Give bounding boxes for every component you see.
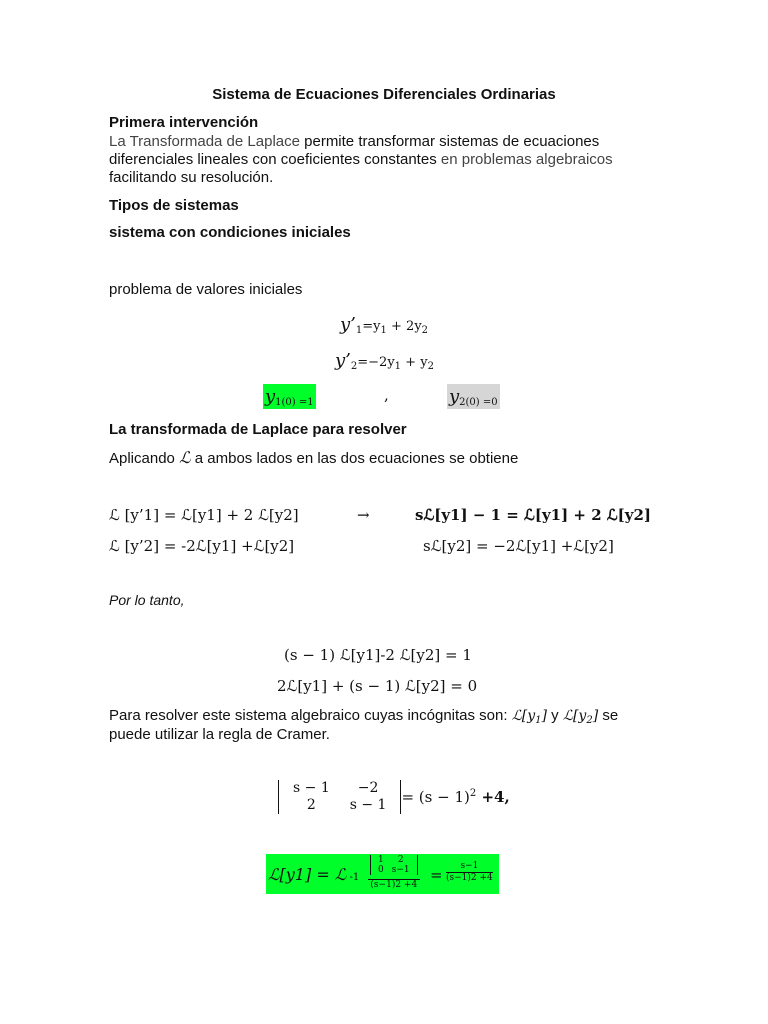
- initial-condition-y2: [447, 384, 500, 409]
- document-title: Sistema de Ecuaciones Diferenciales Ordinarias: [212, 86, 556, 103]
- ic-sub: 2(0) =0: [459, 397, 498, 408]
- frac2-den: (s−1)2 +4: [446, 873, 493, 883]
- eq-lhs: y’: [335, 350, 351, 371]
- equation-y2: $y’_2=-2y_1 + y_2$: [335, 350, 434, 372]
- det-a22: s − 1: [349, 797, 387, 813]
- subheading-condiciones: sistema con condiciones iniciales: [109, 224, 351, 241]
- m22: s−1: [391, 865, 410, 875]
- m21: 0: [378, 865, 384, 875]
- sol-equals: =: [430, 866, 443, 884]
- mini-determinant: [370, 855, 418, 875]
- eq-rhs: =−2y: [357, 355, 395, 370]
- det-a21: 2: [306, 797, 316, 813]
- transformed-row2-left: ℒ [y’2] = -2ℒ[y1] +ℒ[y2]: [109, 537, 295, 555]
- unknown-l-y2: $ℒ[y_2]$: [562, 708, 599, 726]
- det-a12: −2: [357, 780, 379, 796]
- sol-lhs: ℒ[y1] = ℒ: [268, 865, 347, 884]
- determinant-matrix: [278, 780, 401, 814]
- text-run: diferenciales lineales con coeficientes constantes: [109, 151, 437, 168]
- solution-fraction-1: [368, 855, 420, 891]
- label-valores-iniciales: problema de valores iniciales: [109, 281, 303, 298]
- text-run: Aplicando: [109, 450, 180, 467]
- algebraic-eq1: (s − 1) ℒ[y1]-2 ℒ[y2] = 1: [284, 646, 472, 664]
- det-result: = (s − 1): [401, 788, 470, 806]
- text-run: permite transformar sistemas de ecuaciones: [299, 133, 600, 150]
- initial-condition-y1: [263, 384, 316, 409]
- det-tail: +4,: [476, 788, 510, 806]
- solution-lhs: [268, 865, 359, 884]
- transformed-row2-right: sℒ[y2] = −2ℒ[y1] +ℒ[y2]: [423, 537, 614, 555]
- ic-sub: 1(0) =1: [275, 397, 314, 408]
- det-a11: s − 1: [293, 780, 330, 796]
- laplace-symbol: ℒ: [179, 448, 191, 467]
- ic-var: y: [449, 386, 460, 407]
- laplace-intro: [109, 449, 518, 468]
- eq-rhs: =y: [362, 319, 381, 334]
- solution-fraction-2: [446, 861, 493, 884]
- determinant: [278, 780, 510, 814]
- algebraic-eq2: 2ℒ[y1] + (s − 1) ℒ[y2] = 0: [277, 677, 478, 695]
- intro-paragraph-line2: [109, 151, 613, 169]
- m11: 1: [378, 855, 384, 865]
- cramer-solution: [266, 854, 499, 894]
- text-run: y: [547, 707, 563, 724]
- text-run: se: [598, 707, 619, 724]
- text-run: a ambos lados en las dos ecuaciones se obtiene: [190, 450, 519, 467]
- frac2-num: s−1: [446, 861, 493, 873]
- section-heading-primera: Primera intervención: [109, 114, 259, 131]
- sol-inv: -1: [349, 872, 360, 883]
- transformed-row1-left: ℒ [y’1] = ℒ[y1] + 2 ℒ[y2]: [109, 506, 299, 524]
- unknown-l-y1: $ℒ[y_1]$: [511, 708, 548, 726]
- ic-var: y: [265, 386, 276, 407]
- frac1-num: [368, 855, 420, 880]
- frac1-den: (s−1)2 +4: [370, 880, 418, 890]
- highlight-term: La Transformada de Laplace: [109, 133, 300, 150]
- ic-separator: ,: [384, 386, 389, 404]
- cramer-text-line2: puede utilizar la regla de Cramer.: [109, 726, 330, 743]
- eq-rhs-tail: + 2y: [386, 319, 422, 334]
- section-heading-laplace: La transformada de Laplace para resolver: [109, 421, 407, 438]
- intro-paragraph-line3: facilitando su resolución.: [109, 169, 274, 186]
- eq-sub: 1: [355, 325, 363, 336]
- det-exp: 2: [469, 788, 477, 799]
- eq-rhs-tail: + y: [401, 355, 428, 370]
- intro-paragraph-line1: [109, 133, 599, 151]
- text-run: Para resolver este sistema algebraico cuyas incógnitas son:: [109, 707, 512, 724]
- transformed-row1-right: sℒ[y1] − 1 = ℒ[y1] + 2 ℒ[y2]: [415, 506, 652, 524]
- m12: 2: [397, 855, 404, 865]
- por-lo-tanto: Por lo tanto,: [109, 592, 185, 608]
- section-heading-tipos: Tipos de sistemas: [109, 197, 239, 214]
- arrow-icon: →: [357, 506, 370, 524]
- eq-lhs: y’: [340, 314, 356, 335]
- determinant-result: [401, 788, 509, 806]
- highlight-term: en problemas algebraicos: [436, 151, 613, 168]
- eq-sub: 2: [350, 361, 358, 372]
- equation-y1: $y’_1=y_1 + 2y_2$: [340, 314, 429, 336]
